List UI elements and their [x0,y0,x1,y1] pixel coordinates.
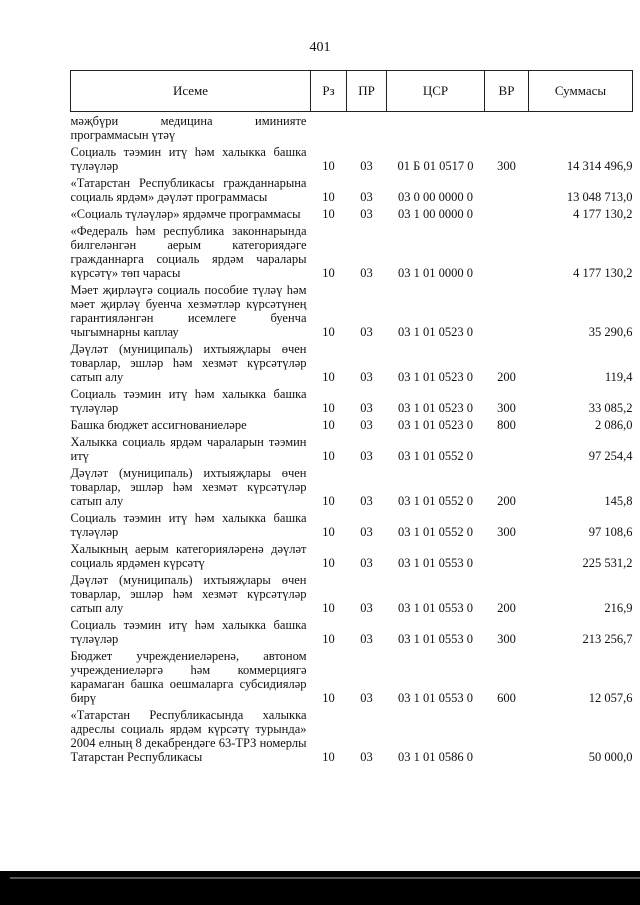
cell-rz: 10 [322,207,335,221]
cell-pr: 03 [360,691,373,705]
cell-pr: 03 [360,750,373,764]
table-row [71,511,633,542]
cell-csr [387,112,485,146]
cell-rz: 10 [322,601,335,615]
cell-rz: 10 [322,325,335,339]
table-row [71,573,633,618]
cell-csr: 03 1 01 0552 0 [398,525,473,539]
table-row [71,435,633,466]
cell-vr [485,283,529,342]
cell-pr: 03 [360,601,373,615]
cell-csr: 03 1 01 0552 0 [398,449,473,463]
cell-vr [485,112,529,146]
cell-sum: 97 254,4 [588,449,633,463]
cell-pr: 03 [360,325,373,339]
cell-csr: 03 1 01 0553 0 [398,691,473,705]
cell-pr: 03 [360,418,373,432]
cell-csr: 03 1 01 0000 0 [398,266,473,280]
cell-sum: 97 108,6 [588,525,633,539]
cell-csr: 03 1 01 0553 0 [398,556,473,570]
cell-vr [485,708,529,767]
cell-vr: 600 [497,691,516,705]
cell-name: «Социаль түләүләр» ярдәмче программасы [70,207,301,221]
cell-pr: 03 [360,632,373,646]
cell-pr: 03 [360,266,373,280]
table-row [71,542,633,573]
cell-sum: 216,9 [604,601,633,615]
cell-pr: 03 [360,494,373,508]
cell-vr: 200 [497,601,516,615]
header-vr: ВР [485,71,529,112]
cell-csr: 01 Б 01 0517 0 [397,159,474,173]
cell-name: Социаль тәэмин итү һәм халыкка башка түләүләр [70,387,307,415]
header-pr: ПР [347,71,387,112]
cell-csr: 03 1 00 0000 0 [398,207,473,221]
cell-rz: 10 [322,418,335,432]
table-row [71,224,633,283]
cell-rz: 10 [322,190,335,204]
cell-pr: 03 [360,449,373,463]
header-csr: ЦСР [387,71,485,112]
table-row [71,207,633,224]
cell-rz: 10 [322,691,335,705]
cell-name: «Татарстан Республикасы гражданнарына социаль ярдәм» дәүләт программасы [70,176,307,204]
cell-csr: 03 1 01 0552 0 [398,494,473,508]
cell-csr: 03 1 01 0523 0 [398,370,473,384]
table-row [71,283,633,342]
cell-name: Социаль тәэмин итү һәм халыкка башка түләүләр [70,145,307,173]
cell-name: Башка бюджет ассигнованиеләре [70,418,247,432]
cell-sum: 2 086,0 [595,418,633,432]
cell-pr: 03 [360,190,373,204]
cell-rz: 10 [322,159,335,173]
cell-sum: 50 000,0 [588,750,633,764]
table-row [71,112,633,146]
cell-pr: 03 [360,159,373,173]
table-header-row [71,71,633,112]
cell-name: Социаль тәэмин итү һәм халыкка башка түләүләр [70,511,307,539]
cell-vr: 200 [497,370,516,384]
cell-rz: 10 [322,266,335,280]
cell-pr: 03 [360,370,373,384]
cell-sum: 12 057,6 [588,691,633,705]
cell-name: Бюджет учреждениеләренә, автоном учреждениеләргә һәм коммерциягә карамаган башка оешмаларга субсидияләр бирү [70,649,307,705]
cell-name: Дәүләт (муниципаль) ихтыяҗлары өчен товарлар, эшләр һәм хезмәт күрсәтүләр сатып алу [70,466,307,508]
table-row [71,176,633,207]
cell-name: Мәет җирләүгә социаль пособие түләү һәм мәет җирләү буенча хезмәтләр күрсәтүнең гарантияләнгән исемлеге буенча чыгымнарны каплау [70,283,307,339]
cell-name: Социаль тәэмин итү һәм халыкка башка түләүләр [70,618,307,646]
header-name: Исеме [71,71,311,112]
cell-vr: 200 [497,494,516,508]
cell-csr: 03 1 01 0553 0 [398,632,473,646]
cell-vr [485,207,529,224]
cell-pr: 03 [360,525,373,539]
cell-rz: 10 [322,556,335,570]
cell-csr: 03 0 00 0000 0 [398,190,473,204]
cell-pr: 03 [360,556,373,570]
cell-vr [485,176,529,207]
cell-sum: 119,4 [604,370,633,384]
cell-vr [485,224,529,283]
cell-rz: 10 [322,449,335,463]
cell-pr [347,112,387,146]
cell-name: Халыкның аерым категорияләренә дәүләт социаль ярдәмен күрсәтү [70,542,307,570]
cell-sum: 35 290,6 [588,325,633,339]
page-number: 401 [309,40,331,55]
table-row [71,145,633,176]
cell-pr: 03 [360,401,373,415]
cell-vr: 300 [497,632,516,646]
cell-sum: 213 256,7 [582,632,633,646]
cell-vr: 800 [497,418,516,432]
cell-csr: 03 1 01 0523 0 [398,325,473,339]
cell-vr: 300 [497,159,516,173]
cell-sum: 4 177 130,2 [573,207,633,221]
cell-sum: 145,8 [604,494,633,508]
table-row [71,708,633,767]
cell-csr: 03 1 01 0586 0 [398,750,473,764]
cell-rz: 10 [322,750,335,764]
cell-vr: 300 [497,401,516,415]
scan-bottom-line [10,877,640,879]
cell-csr: 03 1 01 0553 0 [398,601,473,615]
cell-name: мәҗбүри медицина иминияте программасын үтәү [70,114,307,142]
table-row [71,387,633,418]
table-row [71,466,633,511]
cell-name: «Татарстан Республикасында халыкка адреслы социаль ярдәм күрсәтү турында» 2004 елның 8 декабрендәге 63-ТРЗ номерлы Татарстан Республикасы [70,708,307,764]
table-row [71,618,633,649]
cell-rz: 10 [322,525,335,539]
cell-vr: 300 [497,525,516,539]
header-rz: Рз [311,71,347,112]
cell-rz: 10 [322,370,335,384]
cell-rz: 10 [322,632,335,646]
table-row [71,342,633,387]
cell-vr [485,435,529,466]
cell-vr [485,542,529,573]
table-row [71,649,633,708]
cell-pr: 03 [360,207,373,221]
cell-sum [529,112,633,146]
cell-sum: 4 177 130,2 [573,266,633,280]
cell-sum: 33 085,2 [588,401,633,415]
cell-name: Дәүләт (муниципаль) ихтыяҗлары өчен товарлар, эшләр һәм хезмәт күрсәтүләр сатып алу [70,342,307,384]
cell-sum: 225 531,2 [582,556,633,570]
cell-sum: 13 048 713,0 [566,190,633,204]
budget-table [70,70,633,767]
cell-name: Дәүләт (муниципаль) ихтыяҗлары өчен товарлар, эшләр һәм хезмәт күрсәтүләр сатып алу [70,573,307,615]
cell-csr: 03 1 01 0523 0 [398,401,473,415]
cell-csr: 03 1 01 0523 0 [398,418,473,432]
cell-name: Халыкка социаль ярдәм чараларын тәэмин итү [70,435,307,463]
header-sum: Суммасы [529,71,633,112]
cell-rz: 10 [322,494,335,508]
cell-rz: 10 [322,401,335,415]
cell-name: «Федераль һәм республика законнарында билгеләнгән аерым категориядәге гражданнарга социаль ярдәм чаралары күрсәтү» төп чарасы [70,224,307,280]
cell-sum: 14 314 496,9 [566,159,633,173]
cell-rz [311,112,347,146]
table-row [71,418,633,435]
